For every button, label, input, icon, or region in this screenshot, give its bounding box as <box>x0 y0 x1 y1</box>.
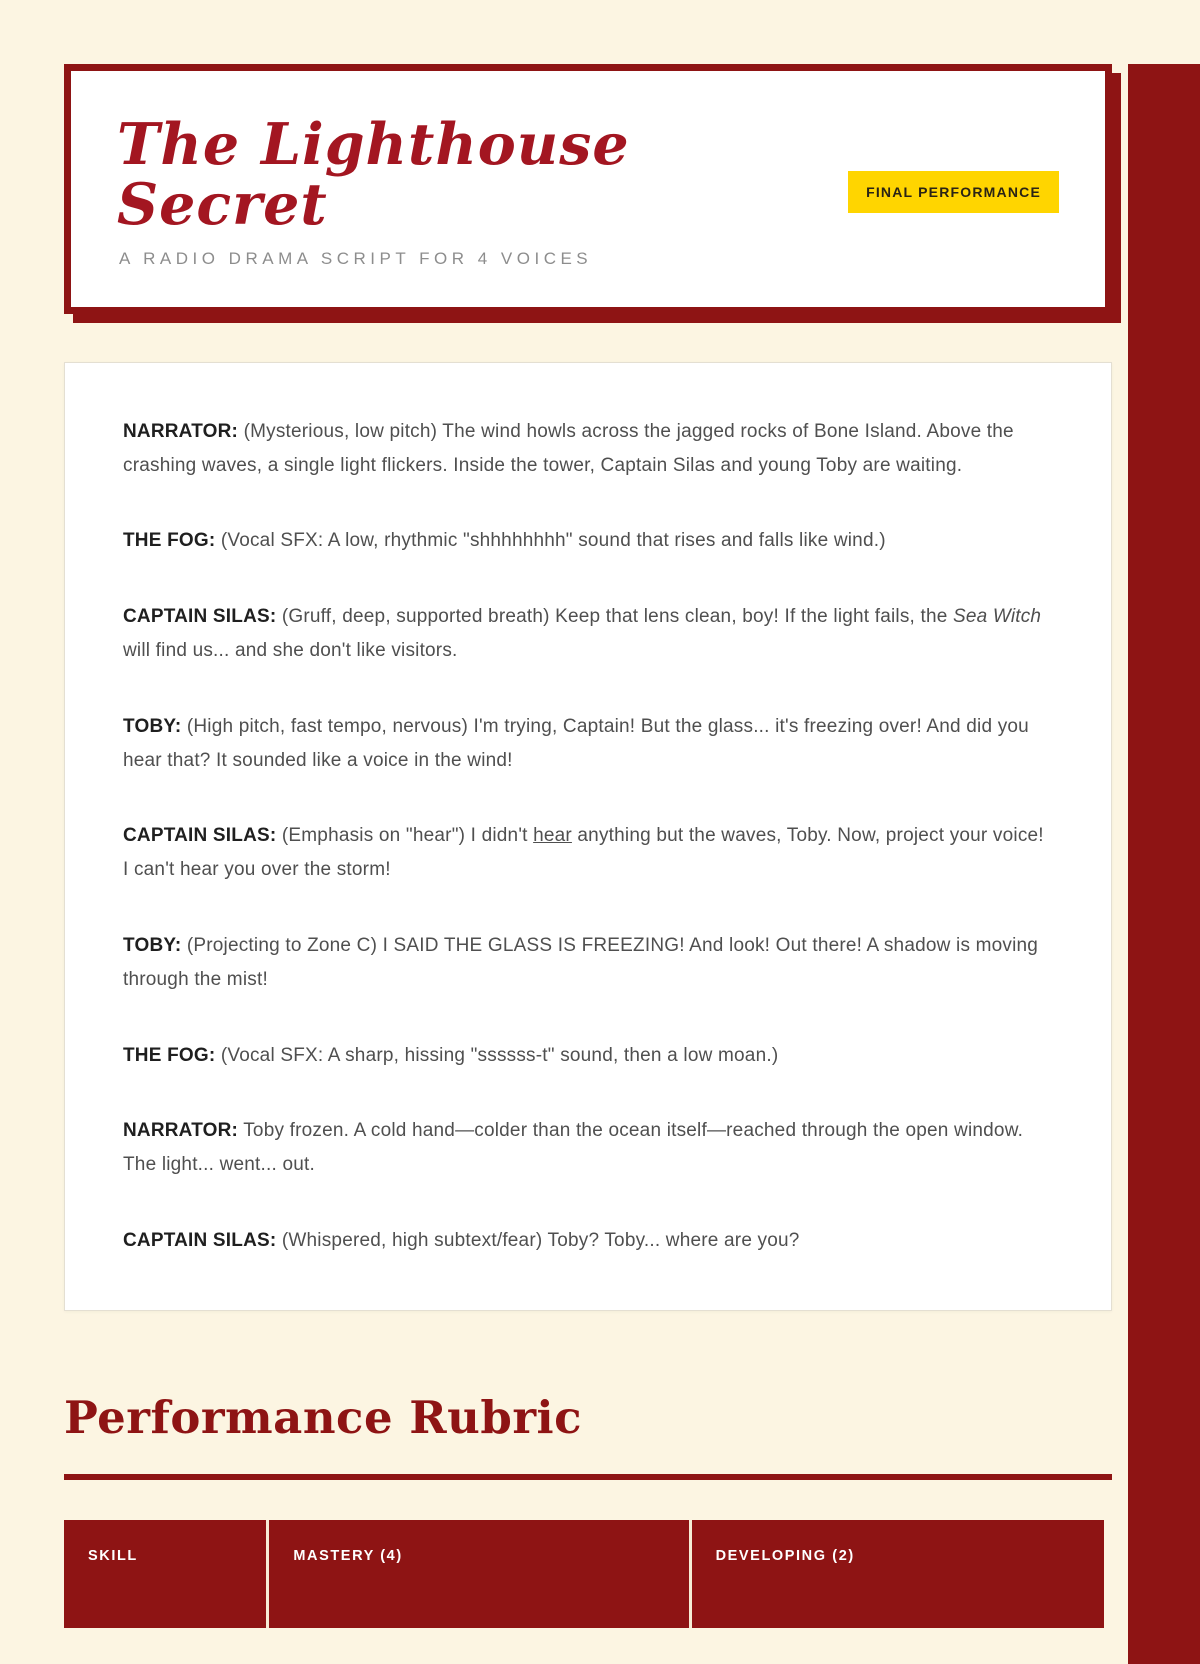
rubric-table <box>64 1520 1104 1628</box>
title-card <box>64 64 1112 314</box>
dialogue-segment: anything but the waves, Toby. Now, project your voice! I can't hear you over the storm! <box>123 825 1044 881</box>
right-accent-bar <box>1128 64 1200 1664</box>
dialogue-segment: (Projecting to Zone C) I SAID THE GLASS IS FREEZING! And look! Out there! A shadow is moving through the mist! <box>123 935 1039 990</box>
script-line <box>123 1114 1053 1182</box>
rubric-column-header: SKILL <box>64 1520 268 1628</box>
page-subtitle: A RADIO DRAMA SCRIPT FOR 4 VOICES <box>119 248 593 268</box>
rubric-header-row <box>64 1520 1104 1628</box>
dialogue-segment: (Emphasis on "hear") I didn't <box>281 825 534 847</box>
speaker-name: TOBY: <box>123 715 182 737</box>
rubric-column-header: DEVELOPING (2) <box>690 1520 1104 1628</box>
script-line <box>123 1039 1053 1073</box>
script-line <box>123 710 1053 778</box>
rubric-heading: Performance Rubric <box>64 1390 583 1444</box>
script-lines <box>123 415 1053 1258</box>
speaker-name: NARRATOR: <box>123 1120 239 1142</box>
status-badge: FINAL PERFORMANCE <box>848 171 1059 213</box>
script-line <box>123 600 1053 668</box>
title-block <box>117 111 818 269</box>
page-title: The Lighthouse Secret <box>117 111 630 238</box>
dialogue-segment: hear <box>533 825 572 847</box>
page <box>0 64 1200 1664</box>
rubric-column-header: MASTERY (4) <box>268 1520 690 1628</box>
script-line <box>123 524 1053 558</box>
dialogue-segment: will find us... and she don't like visitors. <box>123 639 458 661</box>
script-line <box>123 929 1053 997</box>
dialogue-segment: (Mysterious, low pitch) The wind howls across the jagged rocks of Bone Island. Above the crashing waves, a single light flickers. Inside the tower, Captain Silas and young Toby are waiting. <box>123 420 1014 476</box>
rubric-divider <box>64 1474 1112 1480</box>
script-card <box>64 362 1112 1311</box>
speaker-name: TOBY: <box>123 935 182 956</box>
dialogue-segment: (Whispered, high subtext/fear) Toby? Toby... where are you? <box>281 1230 800 1252</box>
script-line <box>123 415 1053 483</box>
rubric-table-head <box>64 1520 1104 1628</box>
speaker-name: THE FOG: <box>123 1044 216 1066</box>
script-line <box>123 819 1053 887</box>
dialogue-segment: (Gruff, deep, supported breath) Keep that lens clean, boy! If the light fails, the <box>281 606 953 628</box>
dialogue-segment: Toby frozen. A cold hand—colder than the ocean itself—reached through the open window. The light... went... out. <box>123 1120 1024 1176</box>
speaker-name: CAPTAIN SILAS: <box>123 825 277 847</box>
dialogue-segment: (Vocal SFX: A sharp, hissing "ssssss-t" sound, then a low moan.) <box>220 1044 779 1066</box>
speaker-name: THE FOG: <box>123 530 216 552</box>
script-line <box>123 1224 1053 1258</box>
dialogue-segment: (Vocal SFX: A low, rhythmic "shhhhhhhh" sound that rises and falls like wind.) <box>220 530 886 552</box>
dialogue-segment: Sea Witch <box>952 606 1042 628</box>
dialogue-segment: (High pitch, fast tempo, nervous) I'm trying, Captain! But the glass... it's freezing over! And did you hear that? It sounded like a voice in the wind! <box>123 715 1029 771</box>
speaker-name: NARRATOR: <box>123 420 239 442</box>
speaker-name: CAPTAIN SILAS: <box>123 1230 277 1252</box>
speaker-name: CAPTAIN SILAS: <box>123 606 277 628</box>
